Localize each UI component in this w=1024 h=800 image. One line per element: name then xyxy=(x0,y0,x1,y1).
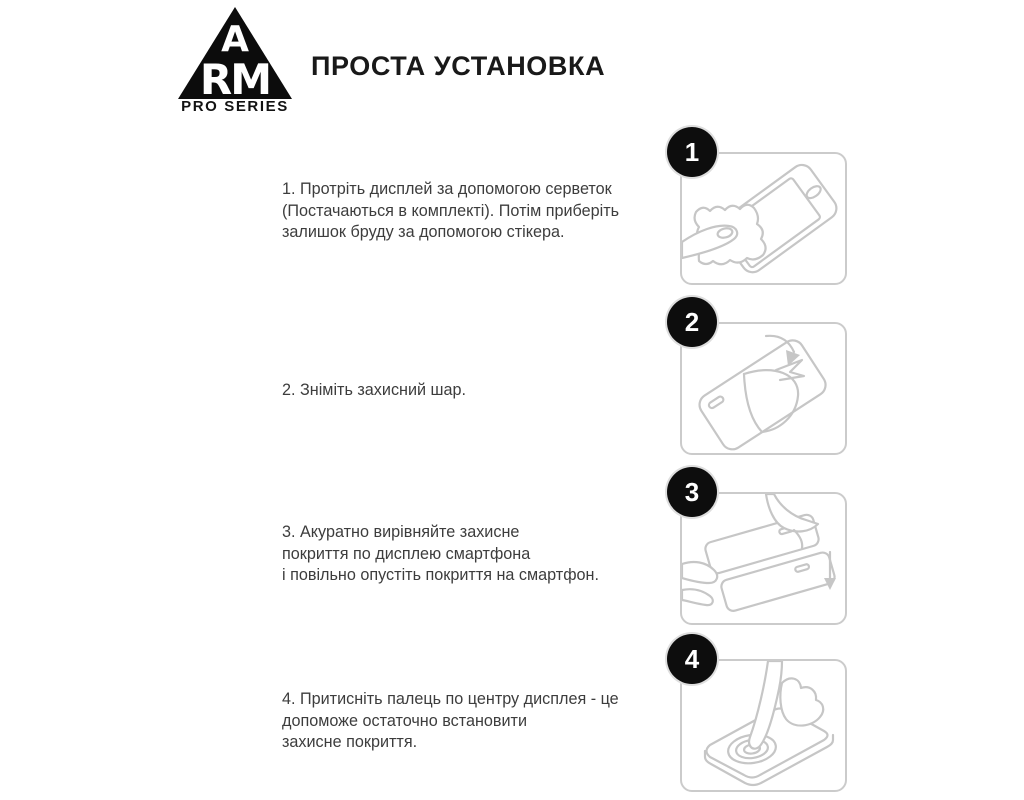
logo-letters-rm: RM xyxy=(199,55,271,101)
step-4-number: 4 xyxy=(684,643,700,674)
step-2-number-badge xyxy=(667,297,717,347)
step-3-line-2: покриття по дисплею смартфона xyxy=(282,544,531,563)
peeled-film-fold xyxy=(744,374,762,432)
left-hand-finger xyxy=(682,589,713,605)
step-4-text xyxy=(282,689,682,754)
step-1-number-badge xyxy=(667,127,717,177)
step-2-text xyxy=(282,380,682,402)
step-1-number: 1 xyxy=(684,136,700,167)
press-center-drawing xyxy=(682,661,845,790)
step-4-line-3: захисне покриття. xyxy=(282,733,418,751)
step-3-line-3: і повільно опустіть покриття на смартфон. xyxy=(282,566,599,584)
align-glass-drawing xyxy=(682,494,845,623)
peel-layer-drawing xyxy=(682,324,845,453)
logo-subtitle: PRO SERIES xyxy=(181,98,289,115)
arm-pro-series-logo xyxy=(176,5,294,101)
step-3-number-badge xyxy=(667,467,717,517)
step-1-line-1: 1. Протріть дисплей за допомогою серветок xyxy=(282,180,612,198)
phone-side xyxy=(705,735,833,785)
step-1-line-3: залишок бруду за допомогою стікера. xyxy=(282,223,565,241)
step-3-line-1: 3. Акуратно вирівняйте захисне xyxy=(282,523,520,541)
step-2-line-1: 2. Зніміть захисний шар. xyxy=(282,381,467,399)
peel-arrow-shaft xyxy=(766,336,794,352)
curled-fingers xyxy=(780,678,823,725)
wipe-display-drawing xyxy=(682,154,845,283)
step-4-number-badge xyxy=(667,634,717,684)
step-3-text xyxy=(282,522,682,587)
step-4-line-2: допоможе остаточно встановити xyxy=(282,711,528,730)
step-1-line-2: (Постачаються в комплекті). Потім приберіть xyxy=(282,201,620,220)
step-4-line-1: 4. Притисніть палець по центру дисплея - це xyxy=(282,690,619,708)
logo-letter-a: A xyxy=(221,19,249,60)
step-3-number: 3 xyxy=(684,476,700,507)
pressing-finger xyxy=(749,661,782,749)
step-1-text xyxy=(282,179,682,244)
page-title: ПРОСТА УСТАНОВКА xyxy=(311,51,606,81)
step-2-number: 2 xyxy=(684,306,700,337)
